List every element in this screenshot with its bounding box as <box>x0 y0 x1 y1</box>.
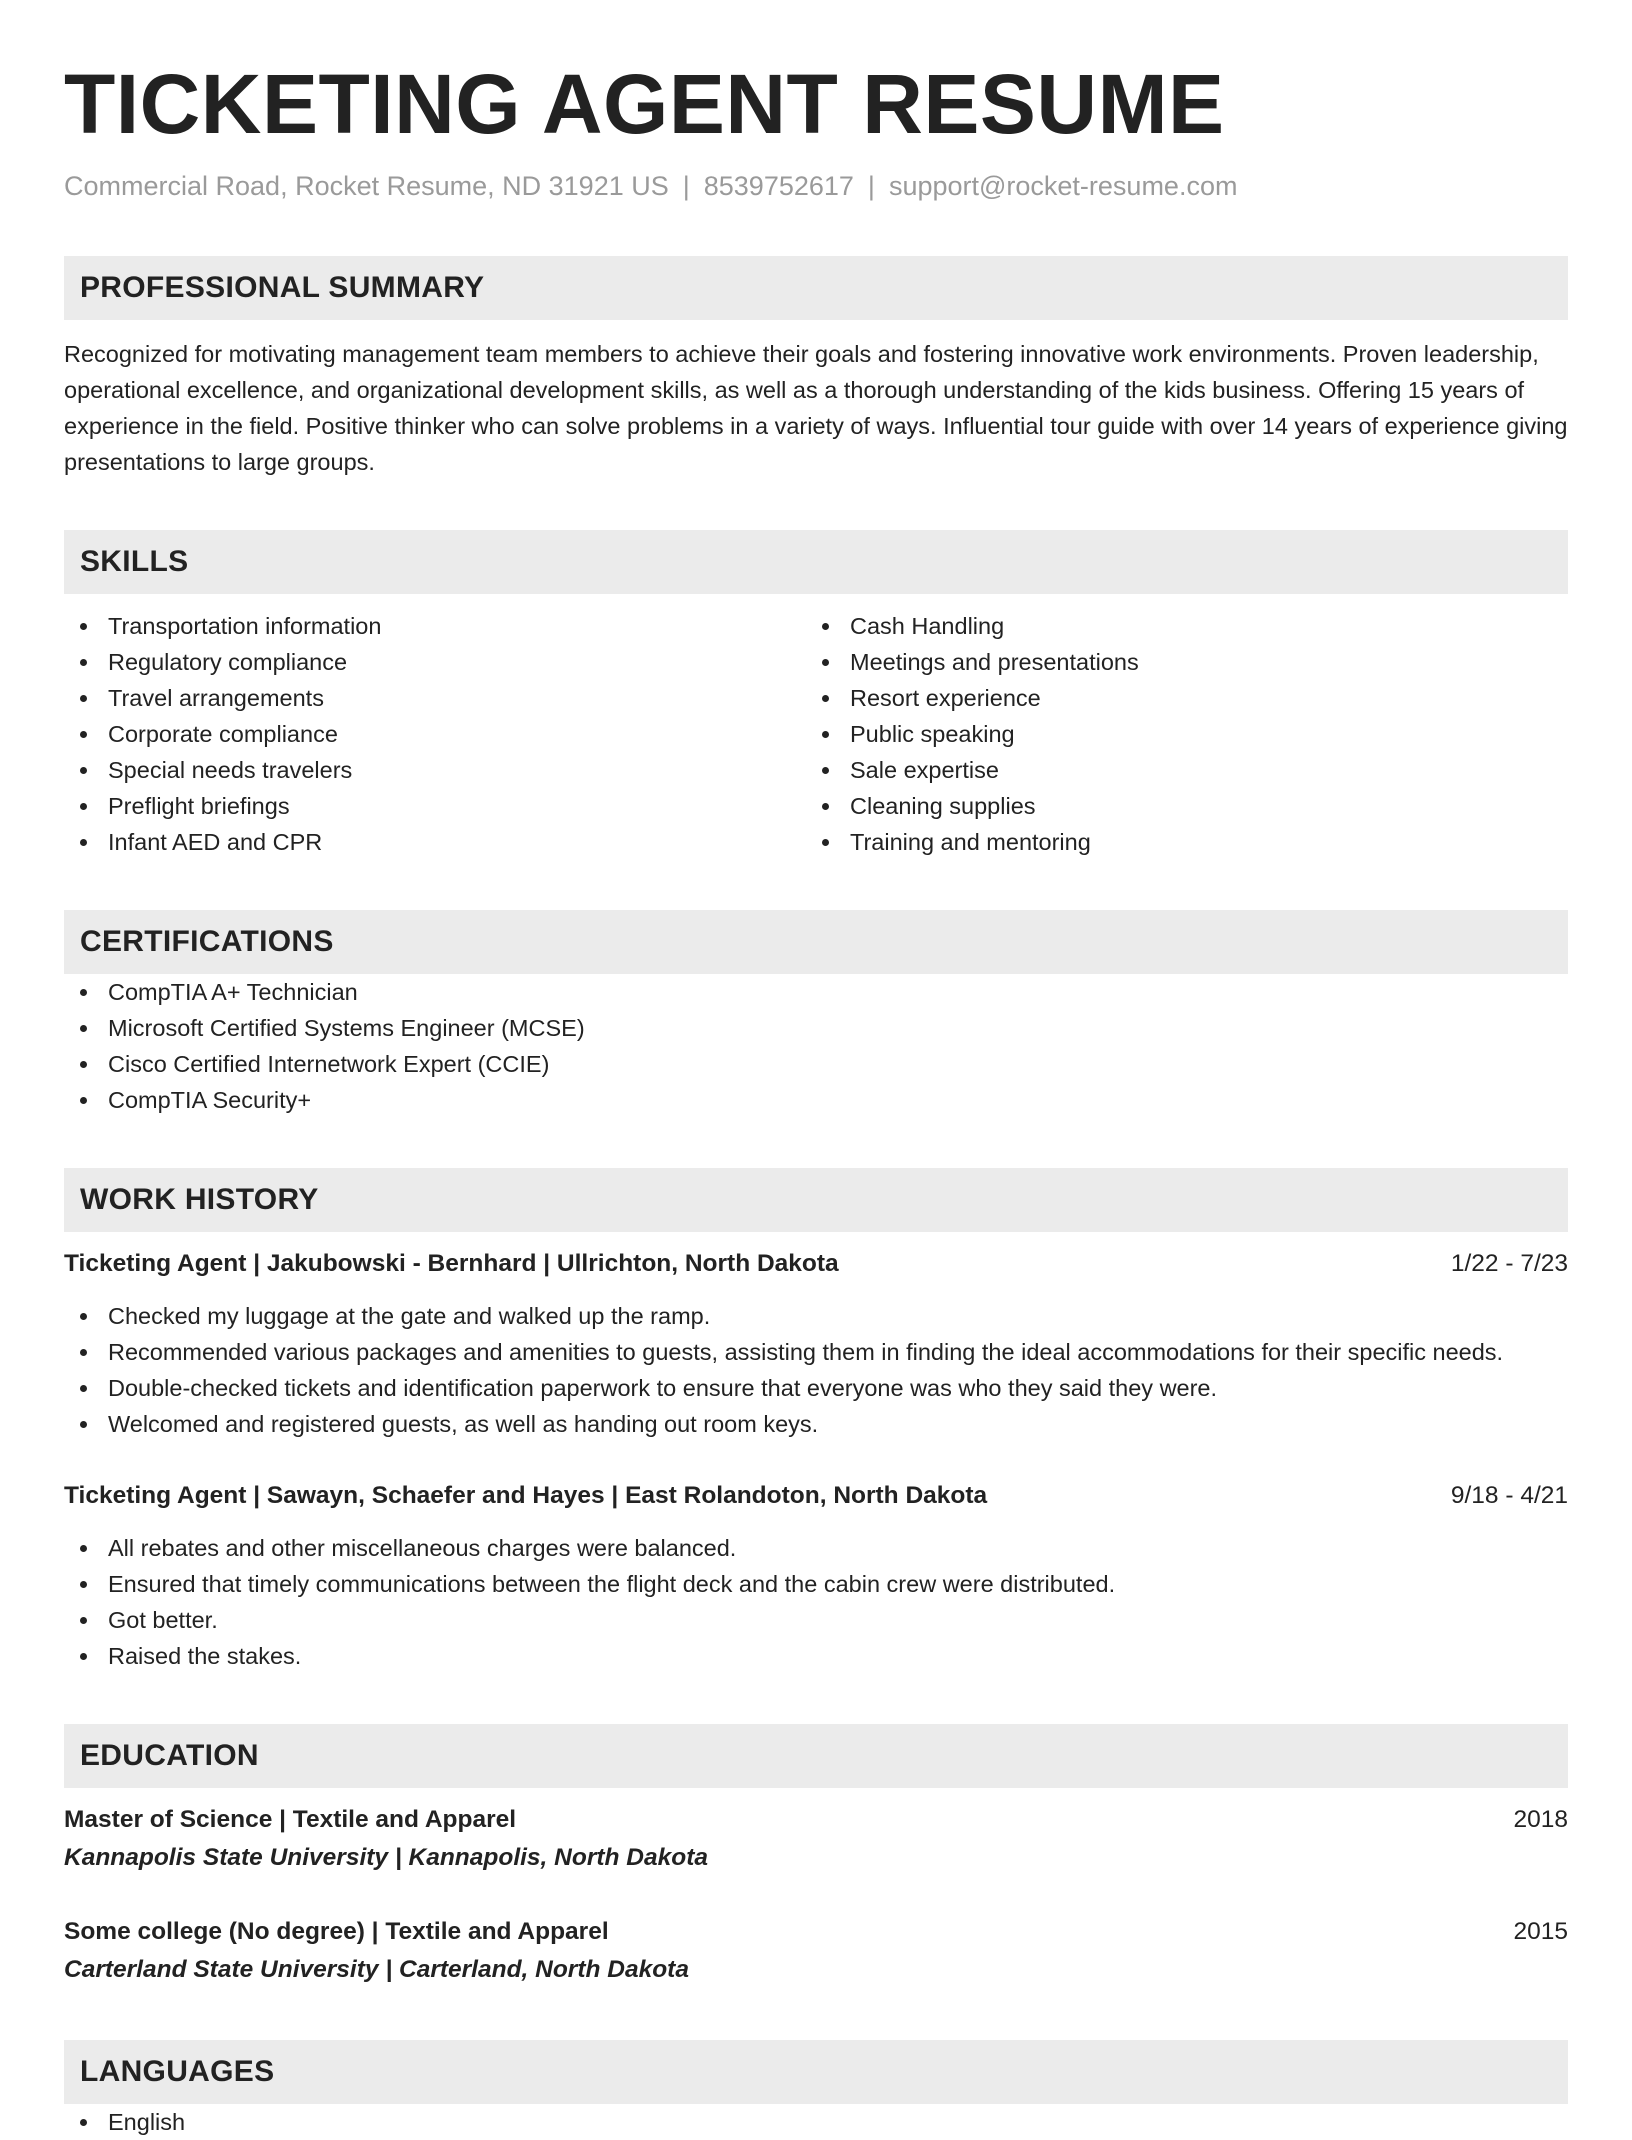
education-year: 2015 <box>1513 1918 1568 1945</box>
job-duty-item: Raised the stakes. <box>64 1638 1568 1674</box>
contact-separator: | <box>682 171 690 201</box>
skill-item: Infant AED and CPR <box>64 824 806 860</box>
skills-column-right <box>806 608 1548 860</box>
job-title: Ticketing Agent | Sawayn, Schaefer and Hayes | East Rolandoton, North Dakota <box>64 1482 988 1509</box>
skill-item: Transportation information <box>64 608 806 644</box>
education-header <box>64 1914 1568 1950</box>
skill-item: Resort experience <box>806 680 1548 716</box>
education-section-header <box>64 1724 1568 1788</box>
certifications-section-title: CERTIFICATIONS <box>80 925 334 958</box>
summary-section-title: PROFESSIONAL SUMMARY <box>80 271 485 304</box>
education-entry <box>64 1802 1568 1878</box>
skill-item: Travel arrangements <box>64 680 806 716</box>
education-degree: Some college (No degree) | Textile and Apparel <box>64 1918 609 1945</box>
job-duties <box>64 1530 1568 1674</box>
job-duty-item: All rebates and other miscellaneous charges were balanced. <box>64 1530 1568 1566</box>
job-duty-item: Checked my luggage at the gate and walked up the ramp. <box>64 1298 1568 1334</box>
job-duty-item: Ensured that timely communications between the flight deck and the cabin crew were distributed. <box>64 1566 1568 1602</box>
skill-item: Cash Handling <box>806 608 1548 644</box>
job-duty-item: Double-checked tickets and identification paperwork to ensure that everyone was who they said they were. <box>64 1370 1568 1406</box>
certifications-list <box>64 974 1568 1118</box>
contact-email: support@rocket-resume.com <box>888 171 1238 201</box>
education-school: Carterland State University | Carterland, North Dakota <box>64 1956 689 1983</box>
job-dates: 1/22 - 7/23 <box>1450 1250 1568 1277</box>
certification-item: Microsoft Certified Systems Engineer (MCSE) <box>64 1010 1568 1046</box>
skill-item: Preflight briefings <box>64 788 806 824</box>
certification-item: CompTIA A+ Technician <box>64 974 1568 1010</box>
certification-item: CompTIA Security+ <box>64 1082 1568 1118</box>
job-duty-item: Welcomed and registered guests, as well as handing out room keys. <box>64 1406 1568 1442</box>
contact-phone: 8539752617 <box>703 171 854 201</box>
contact-line <box>64 168 1568 204</box>
contact-address: Commercial Road, Rocket Resume, ND 31921 US <box>64 171 669 201</box>
languages-section-title: LANGUAGES <box>80 2055 275 2088</box>
education-header <box>64 1802 1568 1838</box>
job-title: Ticketing Agent | Jakubowski - Bernhard | Ullrichton, North Dakota <box>64 1250 839 1277</box>
resume-title: TICKETING AGENT RESUME <box>64 57 1225 151</box>
skill-item: Public speaking <box>806 716 1548 752</box>
summary-section-header <box>64 256 1568 320</box>
skill-item: Training and mentoring <box>806 824 1548 860</box>
skill-item: Sale expertise <box>806 752 1548 788</box>
skill-item: Regulatory compliance <box>64 644 806 680</box>
certification-item: Cisco Certified Internetwork Expert (CCIE) <box>64 1046 1568 1082</box>
skills-list <box>64 608 1568 860</box>
education-section-title: EDUCATION <box>80 1739 259 1772</box>
skills-section-header <box>64 530 1568 594</box>
skill-item: Corporate compliance <box>64 716 806 752</box>
languages-section-header <box>64 2040 1568 2104</box>
languages-list <box>64 2104 1568 2140</box>
skills-section-title: SKILLS <box>80 545 189 578</box>
skill-item: Cleaning supplies <box>806 788 1548 824</box>
contact-separator: | <box>867 171 875 201</box>
work-section-title: WORK HISTORY <box>80 1183 319 1216</box>
job-dates: 9/18 - 4/21 <box>1450 1482 1568 1509</box>
skill-item: Special needs travelers <box>64 752 806 788</box>
summary-text: Recognized for motivating management team members to achieve their goals and fostering innovative work environments. Proven leadership, operational excellence, and organizational development skills, as well as a thorough understanding of the kids business. Offering 15 years of experience in the field. Positive thinker who can solve problems in a variety of ways. Influential tour guide with over 14 years of experience giving presentations to large groups. <box>64 341 1568 475</box>
education-entry <box>64 1914 1568 1990</box>
job-header <box>64 1246 1568 1282</box>
resume-page <box>64 56 1568 2140</box>
education-school: Kannapolis State University | Kannapolis, North Dakota <box>64 1844 708 1871</box>
language-item: English <box>64 2104 1568 2140</box>
job-entry <box>64 1246 1568 1442</box>
job-duty-item: Got better. <box>64 1602 1568 1638</box>
skills-column-left <box>64 608 806 860</box>
skill-item: Meetings and presentations <box>806 644 1548 680</box>
work-section-header <box>64 1168 1568 1232</box>
job-entry <box>64 1478 1568 1674</box>
certifications-section-header <box>64 910 1568 974</box>
job-duties <box>64 1298 1568 1442</box>
job-duty-item: Recommended various packages and amenities to guests, assisting them in finding the ideal accommodations for their specific needs. <box>64 1334 1568 1370</box>
job-header <box>64 1478 1568 1514</box>
education-year: 2018 <box>1513 1806 1568 1833</box>
education-degree: Master of Science | Textile and Apparel <box>64 1806 517 1833</box>
